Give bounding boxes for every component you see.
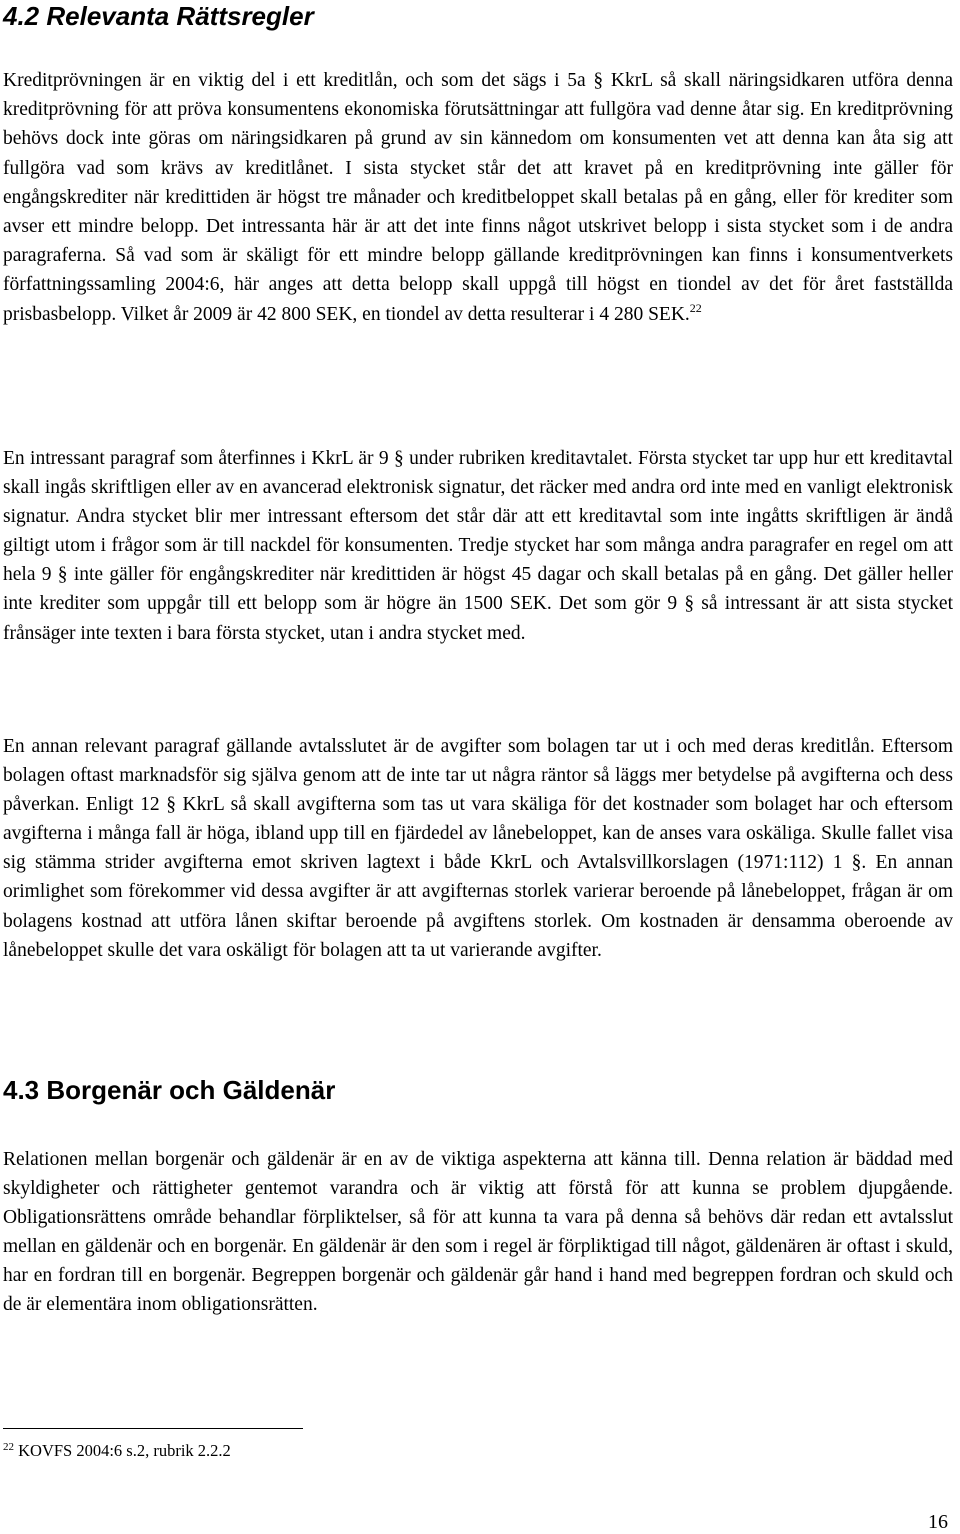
page-number: 16 (928, 1511, 948, 1533)
footnote (3, 1440, 231, 1462)
footnote-reference: 22 (689, 300, 702, 315)
footnote-number: 22 (3, 1441, 14, 1453)
footnote-separator (3, 1428, 303, 1429)
paragraph-fees: En annan relevant paragraf gällande avtalsslutet är de avgifter som bolagen tar ut i och med deras kreditlån. Eftersom bolagen oftast marknadsför sig själva genom att de inte tar ut några räntor så läggs mer betydelse på avgifterna och dess påverkan. Enligt 12 § KkrL så skall avgifterna som tas ut vara skäliga för det kostnader som bolaget har och eftersom avgifterna i många fall är höga, ibland upp till en fjärdedel av lånebeloppet, kan de anses vara oskäliga. Skulle fallet visa sig stämma strider avgifterna emot skriven lagtext i både KkrL och Avtalsvillkorslagen (1971:112) 1 §. En annan orimlighet som förekommer vid dessa avgifter är att avgifternas storlek varierar beroende på lånebeloppet, frågan är om bolagens kostnad att utföra lånen skiftar beroende på avgiftens storlek. Om kostnaden är densamma oberoende av lånebeloppet skulle det vara oskäligt för bolagen att ta ut varierande avgifter. (3, 736, 953, 961)
section-heading-4-2: 4.2 Relevanta Rättsregler (3, 1, 314, 31)
paragraph-text: Kreditprövningen är en viktig del i ett kreditlån, och som det sägs i 5a § KkrL så skall näringsidkaren utföra denna kreditprövning för att pröva konsumentens ekonomiska förutsättningar att fullgöra vad denne åtar sig. En kreditprövning behövs dock inte göras om näringsidkaren på grund av sin kännedom om konsumenten vet att denna kan åta sig att fullgöra vad som krävs av kreditlånet. I sista stycket står det att kravet på en kreditprövning inte gäller för engångskrediter när kredittiden är högst tre månader och kreditbeloppet skall betalas på en gång, eller för krediter som avser ett mindre belopp. Det intressanta här är att det inte finns något utskrivet belopp i sista stycket som i de andra paragraferna. Så vad som är skäligt för ett mindre belopp gällande kreditprövningen kan finns i konsumentverkets författningssamling 2004:6, här anges att detta belopp skall uppgå till högst en tiondel av det för året fastställda prisbasbelopp. Vilket år 2009 är 42 800 SEK, en tiondel av detta resulterar i 4 280 SEK. (3, 70, 953, 325)
footnote-text: KOVFS 2004:6 s.2, rubrik 2.2.2 (18, 1441, 231, 1460)
paragraph-credit-agreement: En intressant paragraf som återfinnes i KkrL är 9 § under rubriken kreditavtalet. Första stycket tar upp hur ett kreditavtal skall ingås skriftligen eller av en avancerad elektronisk signatur, det räcker med andra ord inte med en vanligt elektronisk signatur. Andra stycket blir mer intressant eftersom det står där att ett kreditavtal som inte ingåtts skriftligen är ändå giltigt utom i frågor som är till nackdel för konsumenten. Tredje stycket har som många andra paragrafer en regel om att hela 9 § inte gäller för engångskrediter när kredittiden är högst 45 dagar och skall betalas på en gång. Det gäller heller inte krediter som uppgår till ett belopp som är högre än 1500 SEK. Det som gör 9 § så intressant är att sista stycket frånsäger inte texten i bara första stycket, utan i andra stycket med. (3, 448, 953, 644)
paragraph-credit-assessment (3, 66, 953, 329)
section-heading-4-3: 4.3 Borgenär och Gäldenär (3, 1075, 336, 1105)
paragraph-creditor-debtor: Relationen mellan borgenär och gäldenär är en av de viktiga aspekterna att känna till. Denna relation är bäddad med skyldigheter och rättigheter gentemot varandra och är viktig att förstå för att kunna se problem djupgående. Obligationsrättens område behandlar förpliktelser, så för att kunna ta vara på denna så behövs där redan ett avtalsslut mellan en gäldenär och en borgenär. En gäldenär är den som i regel är förpliktigad till något, gäldenären är oftast i skuld, har en fordran till en borgenär. Begreppen borgenär och gäldenär går hand i hand med begreppen fordran och skuld och de är elementära inom obligationsrätten. (3, 1149, 953, 1316)
